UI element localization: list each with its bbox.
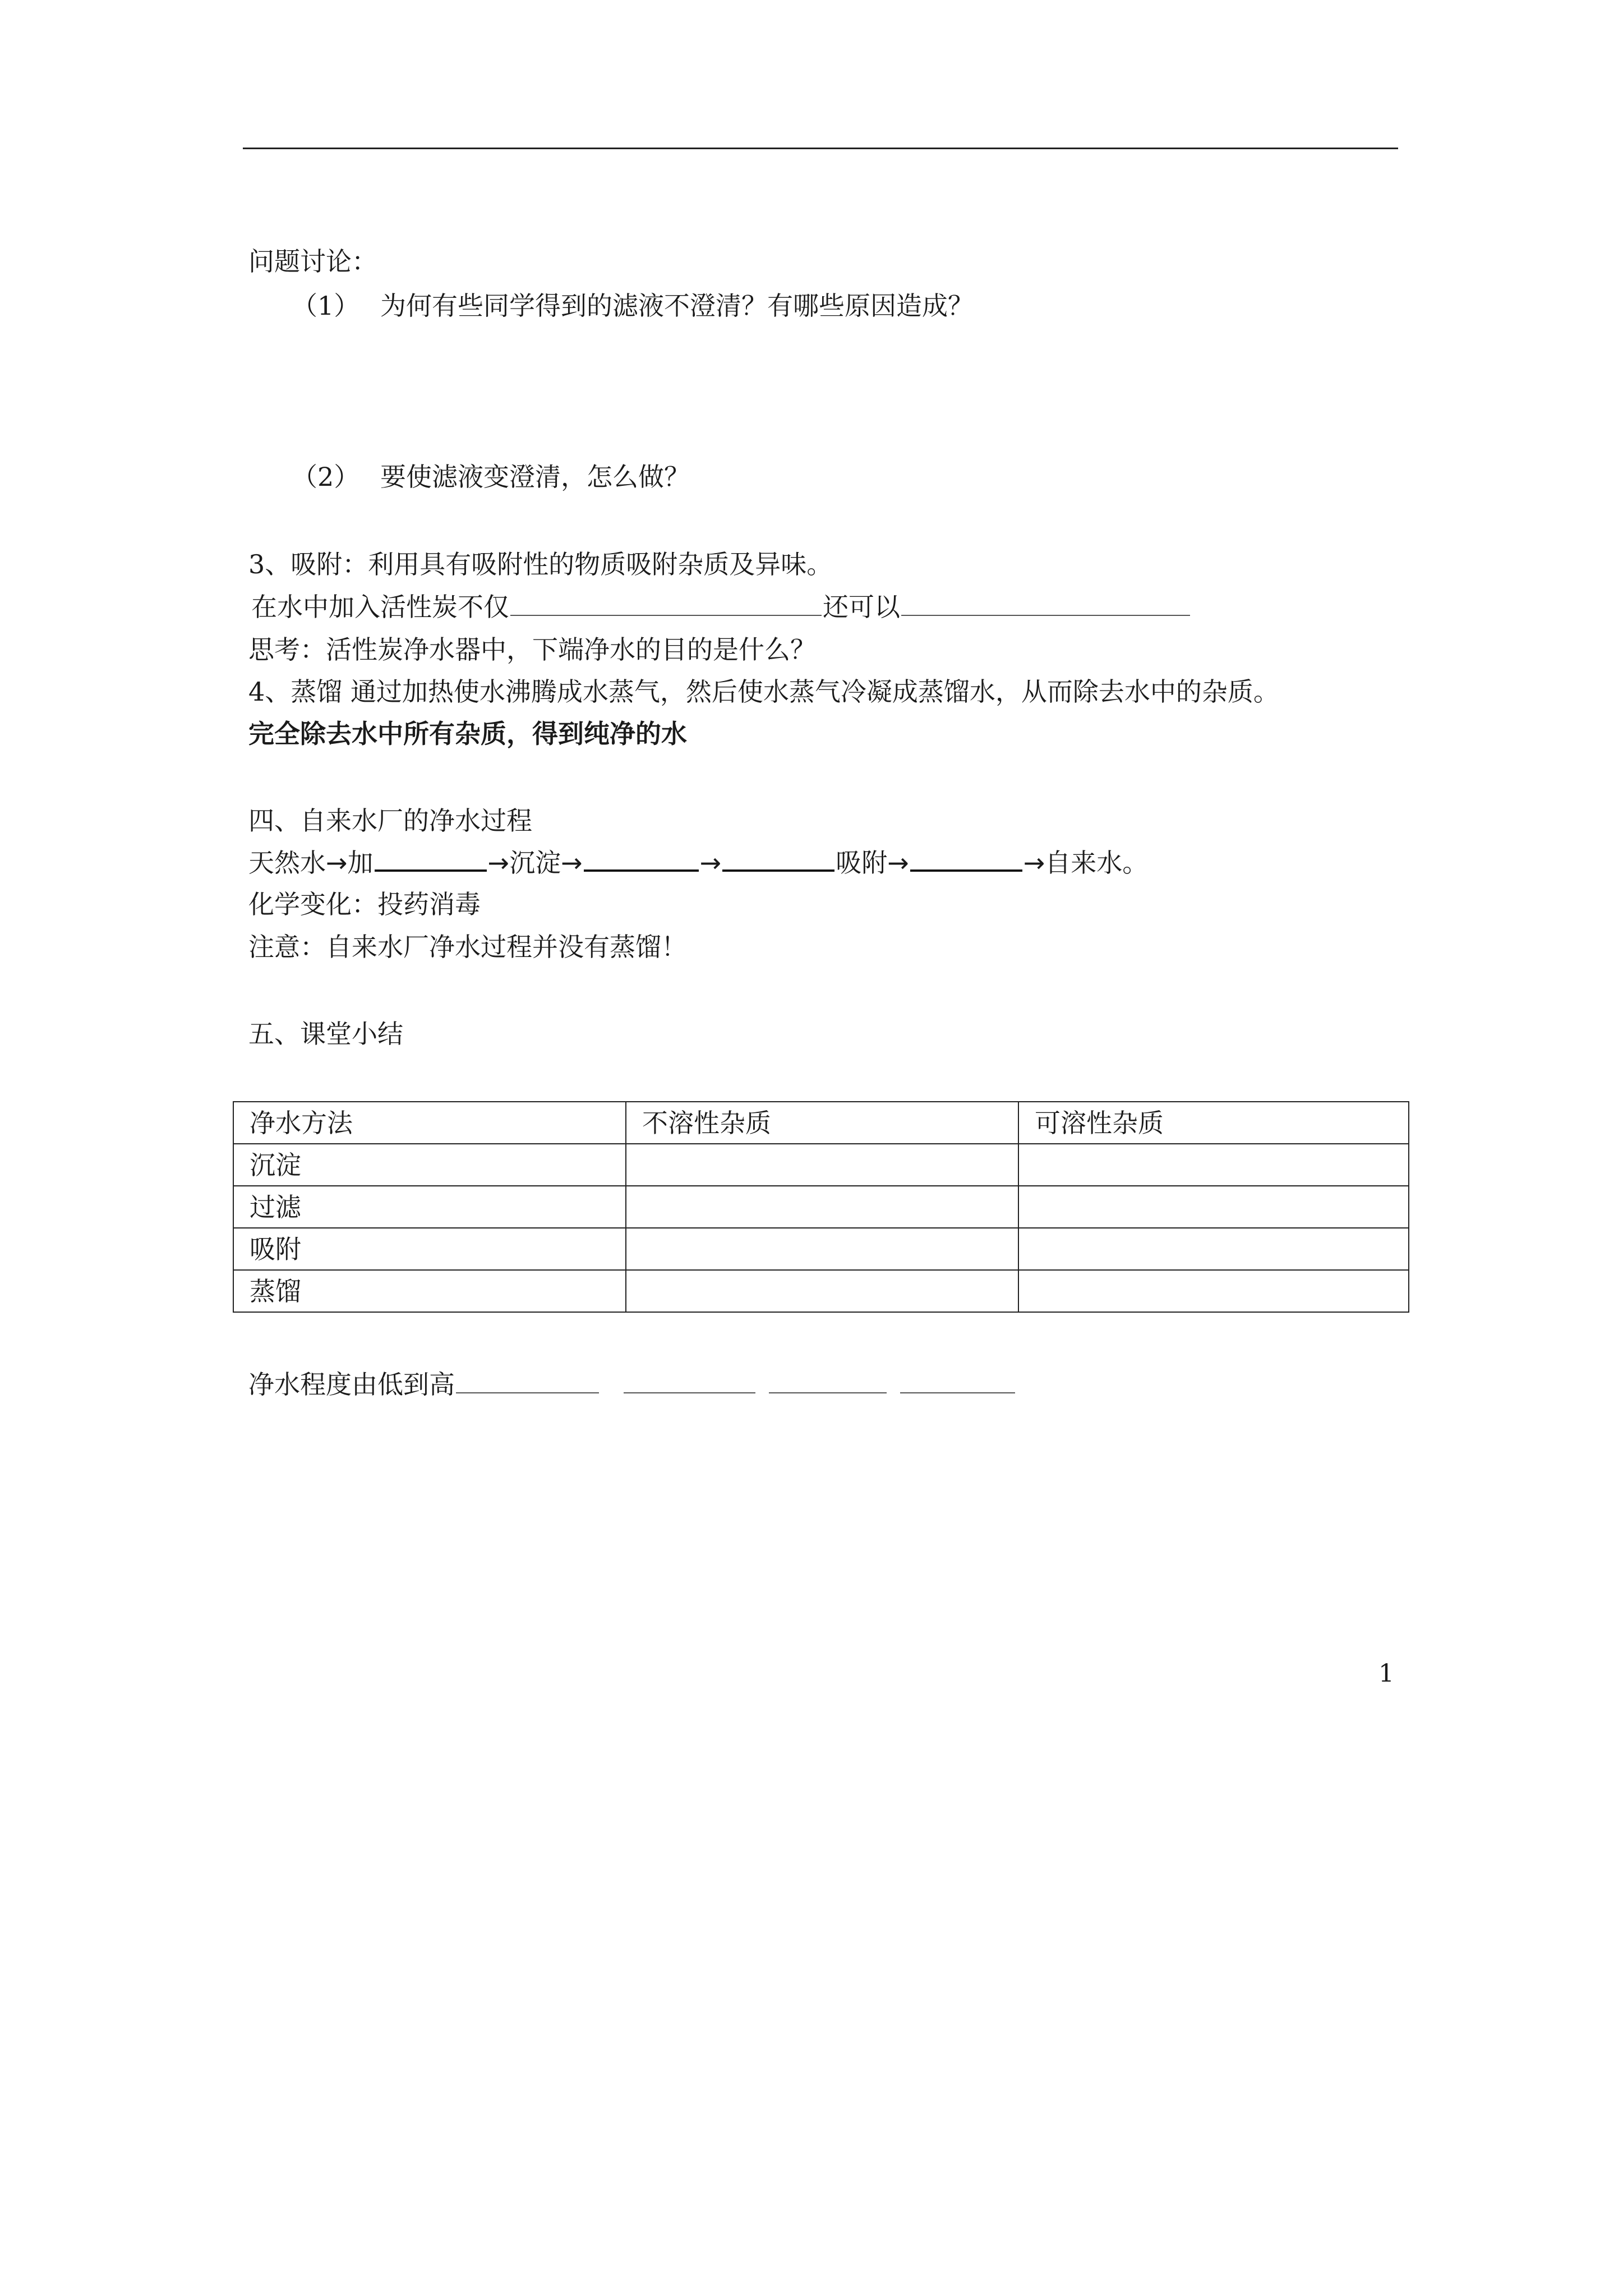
flow-arrow-5: →	[887, 848, 909, 878]
question-2-text: 要使滤液变澄清，怎么做？	[380, 462, 690, 492]
flow-end: 自来水。	[1045, 848, 1149, 878]
soluble-cell[interactable]	[1018, 1270, 1409, 1312]
flow-arrow-4: →	[699, 848, 722, 878]
header-method: 净水方法	[233, 1102, 626, 1144]
flow-sediment: 沉淀	[509, 848, 561, 878]
table-row	[233, 1228, 1409, 1270]
method-cell: 沉淀	[233, 1144, 626, 1186]
table-header-row	[233, 1102, 1409, 1144]
order-label: 净水程度由低到高	[248, 1369, 455, 1400]
question-1-text: 为何有些同学得到的滤液不澄清？有哪些原因造成？	[380, 291, 974, 321]
distillation-bold-text: 完全除去水中所有杂质，得到纯净的水	[248, 719, 687, 749]
flow-blank-1[interactable]	[375, 847, 487, 872]
purification-order-line	[248, 1369, 1016, 1400]
insoluble-cell[interactable]	[626, 1144, 1018, 1186]
table-row	[233, 1144, 1409, 1186]
discussion-heading: 问题讨论：	[248, 246, 377, 277]
carbon-blank-1[interactable]	[510, 592, 822, 616]
distillation-text: 4、蒸馏 通过加热使水沸腾成水蒸气，然后使水蒸气冷凝成蒸馏水，从而除去水中的杂质。	[248, 677, 1279, 707]
flow-arrow-1: →	[326, 848, 348, 878]
activated-carbon-line	[251, 591, 1191, 623]
insoluble-cell[interactable]	[626, 1228, 1018, 1270]
summary-title: 五、课堂小结	[248, 1019, 403, 1049]
question-1-number: （1）	[292, 291, 360, 321]
soluble-cell[interactable]	[1018, 1228, 1409, 1270]
adsorption-title: 3、吸附：利用具有吸附性的物质吸附杂质及异味。	[248, 549, 833, 579]
flow-arrow-6: →	[1023, 848, 1045, 878]
think-question: 思考：活性炭净水器中，下端净水的目的是什么？	[248, 634, 816, 665]
table-row	[233, 1270, 1409, 1312]
plant-title: 四、自来水厂的净水过程	[248, 806, 532, 836]
soluble-cell[interactable]	[1018, 1186, 1409, 1228]
flow-arrow-2: →	[487, 848, 510, 878]
method-cell: 蒸馏	[233, 1270, 626, 1312]
flow-add: 加	[347, 848, 374, 878]
page-number: 1	[1378, 1659, 1394, 1688]
method-cell: 吸附	[233, 1228, 626, 1270]
flow-arrow-3: →	[561, 848, 583, 878]
header-rule	[243, 148, 1398, 149]
plant-flow-line	[248, 847, 1148, 878]
flow-blank-2[interactable]	[584, 847, 699, 872]
flow-start: 天然水	[248, 848, 326, 878]
method-cell: 过滤	[233, 1186, 626, 1228]
carbon-prefix: 在水中加入活性炭不仅	[251, 592, 509, 622]
flow-blank-3[interactable]	[722, 847, 834, 872]
plant-note: 注意：自来水厂净水过程并没有蒸馏！	[248, 932, 687, 962]
summary-table	[233, 1101, 1409, 1313]
header-soluble: 可溶性杂质	[1018, 1102, 1409, 1144]
header-insoluble: 不溶性杂质	[626, 1102, 1018, 1144]
insoluble-cell[interactable]	[626, 1270, 1018, 1312]
flow-blank-4[interactable]	[910, 847, 1022, 872]
flow-adsorb: 吸附	[836, 848, 888, 878]
insoluble-cell[interactable]	[626, 1186, 1018, 1228]
order-blank-2[interactable]	[624, 1370, 755, 1393]
soluble-cell[interactable]	[1018, 1144, 1409, 1186]
table-row	[233, 1186, 1409, 1228]
question-2-number: （2）	[292, 462, 360, 492]
carbon-blank-2[interactable]	[901, 592, 1190, 616]
carbon-middle: 还可以	[823, 592, 900, 622]
order-blank-1[interactable]	[456, 1370, 599, 1393]
chemical-change: 化学变化：投药消毒	[248, 889, 481, 919]
order-blank-4[interactable]	[900, 1370, 1015, 1393]
order-blank-3[interactable]	[769, 1370, 887, 1393]
